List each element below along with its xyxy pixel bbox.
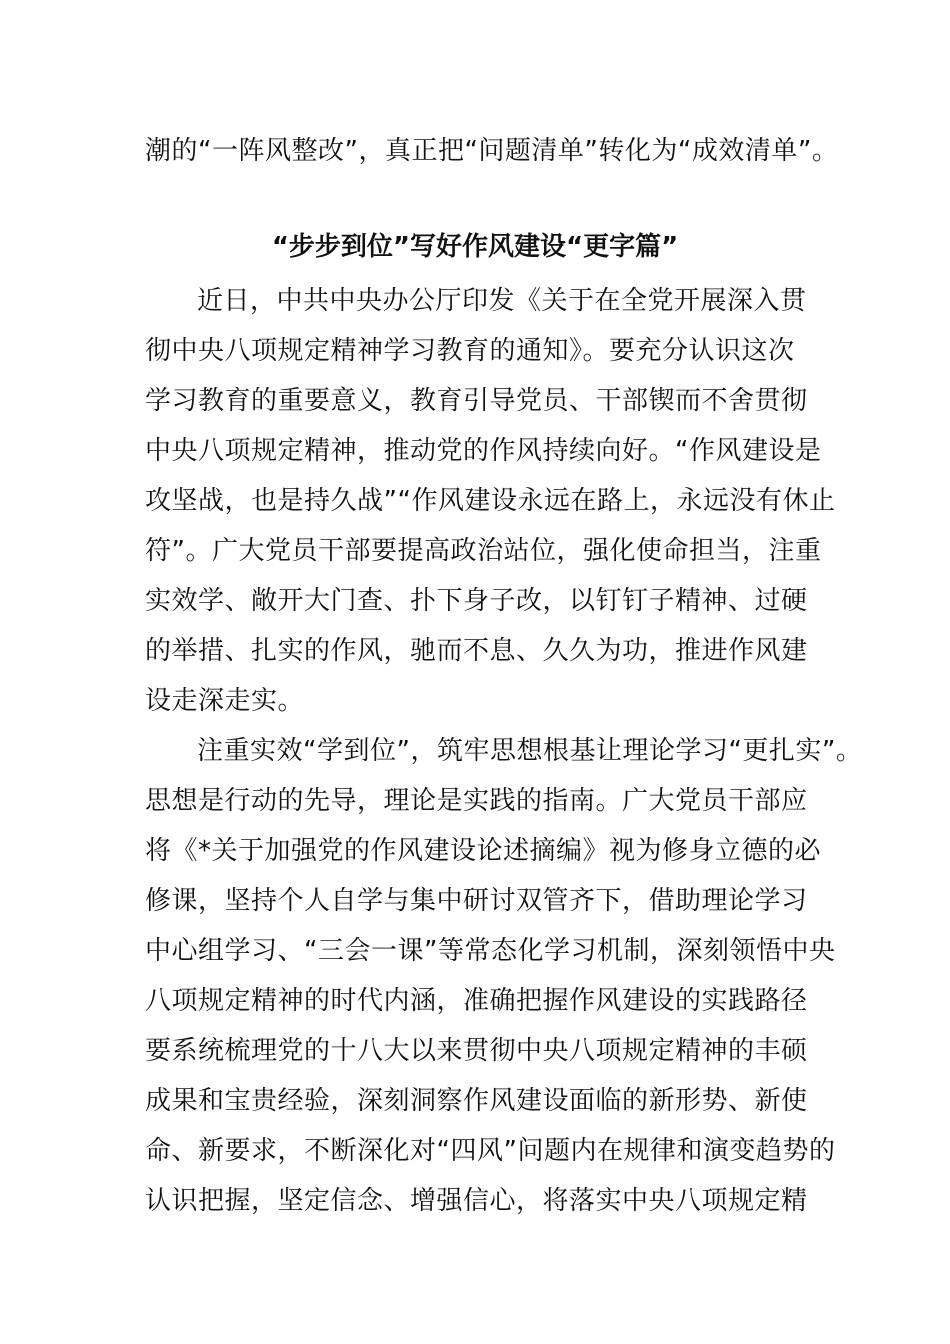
text-line: 的举措、扎实的作风，驰而不息、久久为功，推进作风建 [145,636,808,666]
text-line: 认识把握，坚定信念、增强信心，将落实中央八项规定精 [145,1186,808,1216]
text-line: 中心组学习、“三会一课”等常态化学习机制，深刻领悟中央 [145,936,836,966]
text-line: 要系统梳理党的十八大以来贯彻中央八项规定精神的丰硕 [145,1036,808,1066]
text-line: 实效学、敞开大门查、扑下身子改，以钉钉子精神、过硬 [145,586,808,616]
text-line: 近日，中共中央办公厅印发《关于在全党开展深入贯 [197,286,807,316]
text-line: 修课，坚持个人自学与集中研讨双管齐下，借助理论学习 [145,886,808,916]
text-line: 设走深走实。 [145,686,305,716]
text-line: 八项规定精神的时代内涵，准确把握作风建设的实践路径 [145,986,808,1016]
section-title: “步步到位”写好作风建设“更字篇” [271,232,679,262]
text-line: 思想是行动的先导，理论是实践的指南。广大党员干部应 [145,786,808,816]
paragraph-2 [145,726,863,1226]
text-line: 命、新要求，不断深化对“四风”问题内在规律和演变趋势的 [145,1136,836,1166]
text-line: 将《*关于加强党的作风建设论述摘编》视为修身立德的必 [145,836,822,866]
paragraph-1 [145,276,836,726]
text-line: 潮的“一阵风整改”，真正把“问题清单”转化为“成效清单”。 [145,136,839,166]
text-line: 彻中央八项规定精神学习教育的通知》。要充分认识这次 [145,336,795,366]
continuation-paragraph [145,126,839,176]
text-line: 攻坚战，也是持久战”“作风建设永远在路上，永远没有休止 [145,486,836,516]
text-line: 注重实效“学到位”，筑牢思想根基让理论学习“更扎实”。 [197,736,863,766]
text-line: 学习教育的重要意义，教育引导党员、干部锲而不舍贯彻 [145,386,808,416]
text-line: 成果和宝贵经验，深刻洞察作风建设面临的新形势、新使 [145,1086,808,1116]
text-line: 中央八项规定精神，推动党的作风持续向好。“作风建设是 [145,436,822,466]
text-line: 符”。广大党员干部要提高政治站位，强化使命担当，注重 [145,536,822,566]
